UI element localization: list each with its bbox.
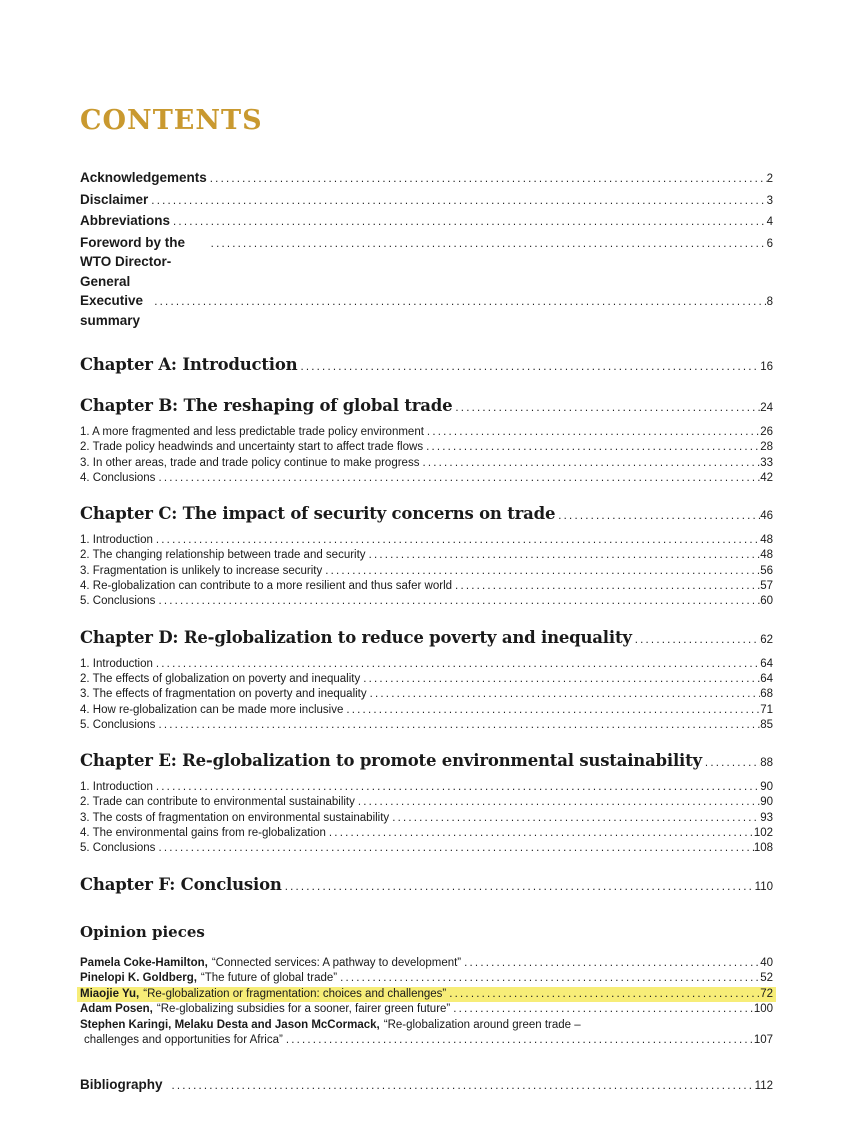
toc-sub-item <box>80 780 773 795</box>
page-number: 100 <box>753 1003 773 1016</box>
page-number: 24 <box>760 402 773 414</box>
opinion-author: Pamela Coke-Hamilton, <box>80 956 208 969</box>
toc-label: Executive summary <box>80 293 144 328</box>
dot-leader <box>286 1033 754 1049</box>
toc-label: 4. Conclusions <box>80 471 156 484</box>
toc-sub-item <box>80 471 773 486</box>
toc-sub-item <box>80 718 773 733</box>
dot-leader <box>455 397 760 419</box>
toc-sub-item <box>80 456 773 471</box>
toc-label: Bibliography <box>80 1076 163 1092</box>
dot-leader <box>158 471 760 486</box>
dot-leader <box>158 718 760 733</box>
chapter-subitem-list <box>80 425 773 486</box>
page-number: 46 <box>760 510 773 523</box>
toc-label: 2. The effects of globalization on poverty and inequality <box>80 672 361 685</box>
chapter-title: Chapter F: Conclusion <box>80 874 282 894</box>
page-number: 26 <box>760 426 773 438</box>
page-number: 28 <box>760 441 773 454</box>
dot-leader <box>449 987 760 1003</box>
dot-leader <box>210 170 767 190</box>
page-number: 88 <box>760 757 773 770</box>
page-number: 60 <box>760 595 773 608</box>
page-number: 52 <box>760 972 773 985</box>
page-number: 72 <box>760 987 773 1000</box>
toc-label: Acknowledgements <box>80 170 207 185</box>
dot-leader <box>158 594 760 609</box>
opinion-title: “Connected services: A pathway to development” <box>211 956 462 969</box>
page-number: 64 <box>760 672 773 685</box>
toc-sub-item <box>80 811 773 826</box>
toc-sub-item <box>80 564 773 579</box>
page-number: 3 <box>766 194 773 207</box>
front-matter-row <box>80 211 773 233</box>
dot-leader <box>426 440 760 455</box>
dot-leader <box>285 876 755 898</box>
toc-sub-item <box>80 548 773 563</box>
page-number: 8 <box>766 296 773 308</box>
dot-leader <box>464 956 760 972</box>
dot-leader <box>635 629 760 651</box>
chapter-title: Chapter B: The reshaping of global trade <box>80 396 453 415</box>
toc-label: 5. Conclusions <box>80 718 156 731</box>
dot-leader <box>156 780 760 795</box>
toc-label: 3. The costs of fragmentation on environmental sustainability <box>80 811 390 824</box>
page-number: 110 <box>754 880 773 893</box>
page-number: 62 <box>760 633 773 646</box>
page-number: 112 <box>754 1079 773 1092</box>
page-number: 93 <box>760 811 773 824</box>
opinion-item <box>80 1002 773 1018</box>
toc-label: 4. How re-globalization can be made more inclusive <box>80 703 344 716</box>
dot-leader <box>422 456 760 471</box>
chapter-section <box>80 874 773 898</box>
dot-leader <box>453 1002 754 1018</box>
page-number: 64 <box>760 657 773 670</box>
page-number: 90 <box>760 781 773 794</box>
chapter-section <box>80 627 773 733</box>
dot-leader <box>211 235 767 255</box>
toc-sub-item <box>80 672 773 687</box>
toc-sub-item <box>80 579 773 594</box>
toc-sub-item <box>80 657 773 672</box>
dot-leader <box>325 564 760 579</box>
page-number: 102 <box>753 827 773 840</box>
front-matter-row <box>80 233 773 292</box>
page-number: 48 <box>760 534 773 547</box>
page-number: 90 <box>760 796 773 809</box>
toc-label: 2. Trade can contribute to environmental sustainability <box>80 796 355 809</box>
toc-label: 3. Fragmentation is unlikely to increase security <box>80 564 323 577</box>
dot-leader <box>358 795 760 810</box>
chapter-heading-row <box>80 503 773 527</box>
toc-label: 1. A more fragmented and less predictable trade policy environment <box>80 426 424 438</box>
toc-sub-item <box>80 826 773 841</box>
dot-leader <box>173 213 767 233</box>
dot-leader <box>156 657 760 672</box>
chapter-section <box>80 750 773 856</box>
opinion-title-continued: challenges and opportunities for Africa” <box>84 1034 283 1047</box>
chapter-section <box>80 354 773 378</box>
toc-label: Foreword by the WTO Director-General <box>80 234 186 289</box>
opinion-title: “The future of global trade” <box>200 972 338 985</box>
toc-sub-item <box>80 425 773 440</box>
dot-leader <box>705 752 760 774</box>
dot-leader <box>154 293 766 313</box>
page-number: 48 <box>760 549 773 562</box>
opinion-author: Stephen Karingi, Melaku Desta and Jason McCormack, <box>80 1018 380 1031</box>
opinion-author: Miaojie Yu, <box>80 987 140 1000</box>
opinion-title: “Re-globalization around green trade – <box>383 1018 581 1031</box>
toc-sub-item <box>80 703 773 718</box>
opinion-item <box>80 956 773 972</box>
dot-leader <box>363 672 760 687</box>
dot-leader <box>392 811 760 826</box>
page-number: 108 <box>753 842 773 855</box>
chapter-subitem-list <box>80 533 773 609</box>
opinion-item <box>80 971 773 987</box>
toc-label: Disclaimer <box>80 191 149 207</box>
bibliography-section <box>80 1075 773 1096</box>
chapter-subitem-list <box>80 657 773 733</box>
dot-leader <box>340 971 760 987</box>
dot-leader <box>172 1076 755 1096</box>
page-number: 33 <box>760 456 773 469</box>
chapter-title: Chapter D: Re-globalization to reduce poverty and inequality <box>80 627 632 647</box>
page-number: 85 <box>760 718 773 731</box>
chapter-heading-row <box>80 354 773 378</box>
chapter-section <box>80 395 773 486</box>
page-number: 57 <box>760 580 773 593</box>
chapter-section <box>80 503 773 609</box>
toc-label: 2. Trade policy headwinds and uncertainty start to affect trade flows <box>80 441 424 454</box>
toc-label: 3. In other areas, trade and trade policy continue to make progress <box>80 456 420 469</box>
toc-label: Abbreviations <box>80 213 171 228</box>
dot-leader <box>369 548 761 563</box>
dot-leader <box>455 579 760 594</box>
page-number: 56 <box>760 564 773 577</box>
toc-label: 4. The environmental gains from re-globalization <box>80 827 326 840</box>
dot-leader <box>558 505 760 527</box>
bibliography-row <box>80 1075 773 1096</box>
opinion-item-highlighted <box>77 987 776 1003</box>
opinion-author: Adam Posen, <box>80 1003 153 1016</box>
toc-sub-item <box>80 841 773 856</box>
chapter-title: Chapter C: The impact of security concerns on trade <box>80 504 556 524</box>
dot-leader <box>427 425 760 440</box>
chapter-title: Chapter A: Introduction <box>80 355 298 374</box>
dot-leader <box>300 356 760 378</box>
dot-leader <box>156 533 760 548</box>
dot-leader <box>151 192 766 212</box>
chapter-heading-row <box>80 395 773 419</box>
page-number: 68 <box>760 688 773 701</box>
toc-label: 4. Re-globalization can contribute to a more resilient and thus safer world <box>80 580 453 593</box>
chapter-heading-row <box>80 750 773 774</box>
front-matter-row <box>80 291 773 330</box>
front-matter-row <box>80 190 773 212</box>
toc-sub-item <box>80 795 773 810</box>
toc-label: 5. Conclusions <box>80 842 156 855</box>
page-number: 4 <box>766 216 773 228</box>
toc-sub-item <box>80 594 773 609</box>
opinion-item-continuation <box>80 1033 773 1049</box>
opinion-title: “Re-globalization or fragmentation: choices and challenges” <box>143 987 447 1000</box>
toc-sub-item <box>80 533 773 548</box>
dot-leader <box>158 841 753 856</box>
front-matter-row <box>80 168 773 190</box>
page-number: 16 <box>760 361 773 373</box>
toc-label: 1. Introduction <box>80 781 153 794</box>
dot-leader <box>346 703 760 718</box>
page-number: 71 <box>760 703 773 716</box>
page-number: 107 <box>753 1034 773 1047</box>
toc-label: 5. Conclusions <box>80 595 156 608</box>
dot-leader <box>329 826 754 841</box>
toc-label: 1. Introduction <box>80 657 153 670</box>
page-number: 6 <box>766 237 773 250</box>
chapter-heading-row <box>80 874 773 898</box>
page-number: 2 <box>766 173 773 185</box>
chapter-title: Chapter E: Re-globalization to promote environmental sustainability <box>80 751 702 771</box>
dot-leader <box>370 687 761 702</box>
opinion-item <box>80 1018 773 1034</box>
page-title: CONTENTS <box>80 105 263 136</box>
page-number: 40 <box>760 956 773 969</box>
toc-sub-item <box>80 687 773 702</box>
opinion-pieces-list <box>80 956 773 1049</box>
chapter-subitem-list <box>80 780 773 856</box>
page-number: 42 <box>760 471 773 484</box>
toc-sub-item <box>80 440 773 455</box>
opinion-title: “Re-globalizing subsidies for a sooner, fairer green future” <box>156 1003 451 1016</box>
toc-label: 3. The effects of fragmentation on poverty and inequality <box>80 688 367 701</box>
front-matter-list <box>80 168 773 330</box>
opinion-author: Pinelopi K. Goldberg, <box>80 972 197 985</box>
toc-label: 2. The changing relationship between trade and security <box>80 549 366 562</box>
chapter-list <box>80 354 773 898</box>
chapter-heading-row <box>80 627 773 651</box>
opinion-pieces-heading: Opinion pieces <box>80 922 205 941</box>
toc-label: 1. Introduction <box>80 534 153 547</box>
